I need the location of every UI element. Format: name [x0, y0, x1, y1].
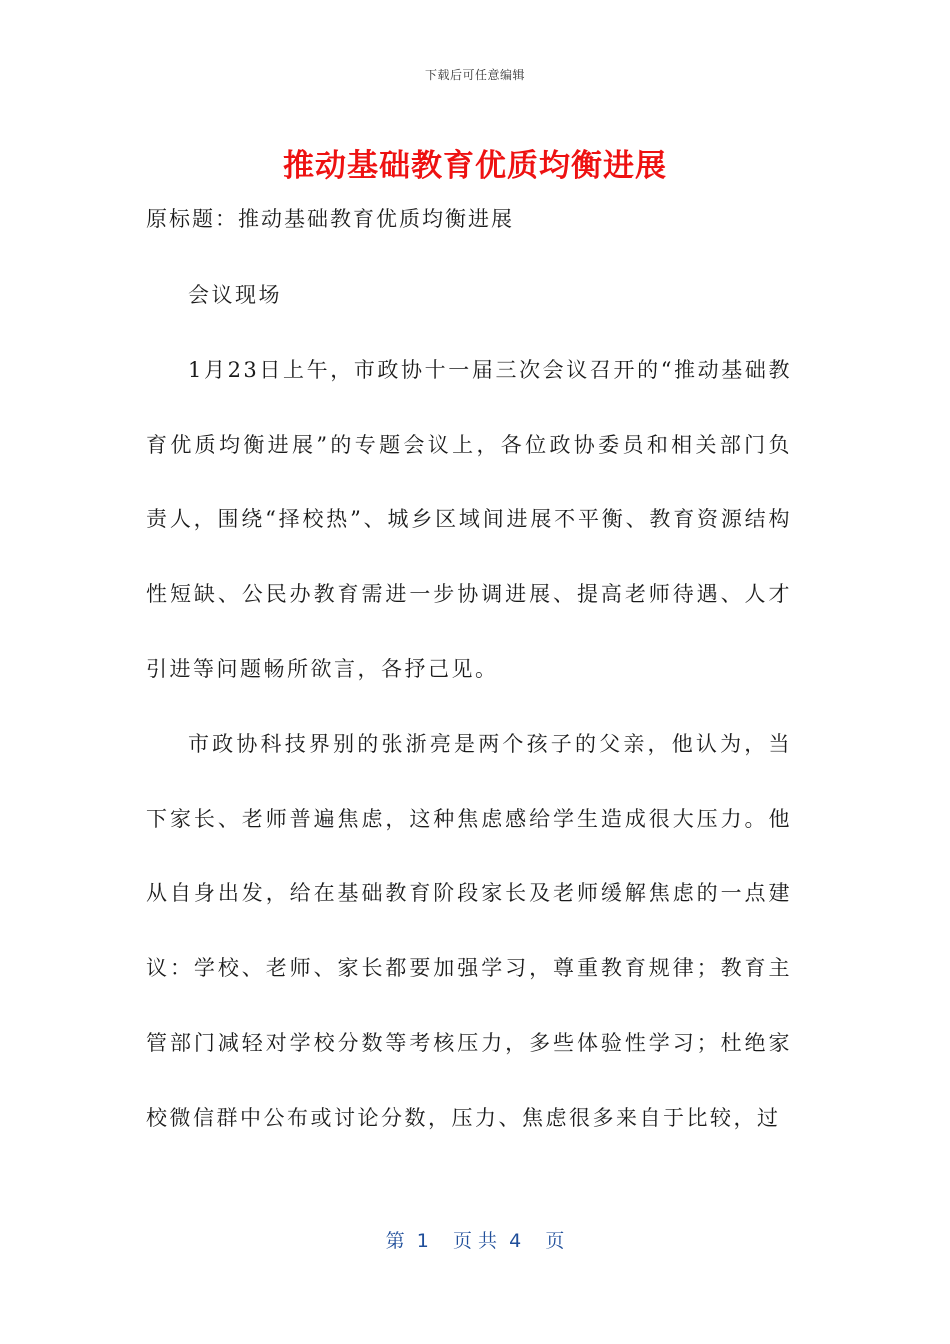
document-body: [146, 258, 792, 1156]
header-note: 下载后可任意编辑: [424, 68, 525, 82]
paragraph-caption: 会议现场: [188, 283, 282, 307]
paragraph: 1月23日上午，市政协十一届三次会议召开的“推动基础教育优质均衡进展”的专题会议上，各位政协委员和相关部门负责人，围绕“择校热”、城乡区域间进展不平衡、教育资源结构性短缺、公民办教育需进一步协调进展、提高老师待遇、人才引进等问题畅所欲言，各抒己见。: [146, 357, 792, 681]
page-number-footer: 第 1 页 共 4 页: [385, 1230, 565, 1252]
paragraph: 市政协科技界别的张浙亮是两个孩子的父亲，他认为，当下家长、老师普遍焦虑，这种焦虑感给学生造成很大压力。他从自身出发，给在基础教育阶段家长及老师缓解焦虑的一点建议：学校、老师、家长都要加强学习，尊重教育规律；教育主管部门减轻对学校分数等考核压力，多些体验性学习；杜绝家校微信群中公布或讨论分数，压力、焦虑很多来自于比较，过: [146, 731, 792, 1130]
original-title: 原标题：推动基础教育优质均衡进展: [146, 207, 514, 231]
document-title: 推动基础教育优质均衡进展: [283, 148, 667, 184]
